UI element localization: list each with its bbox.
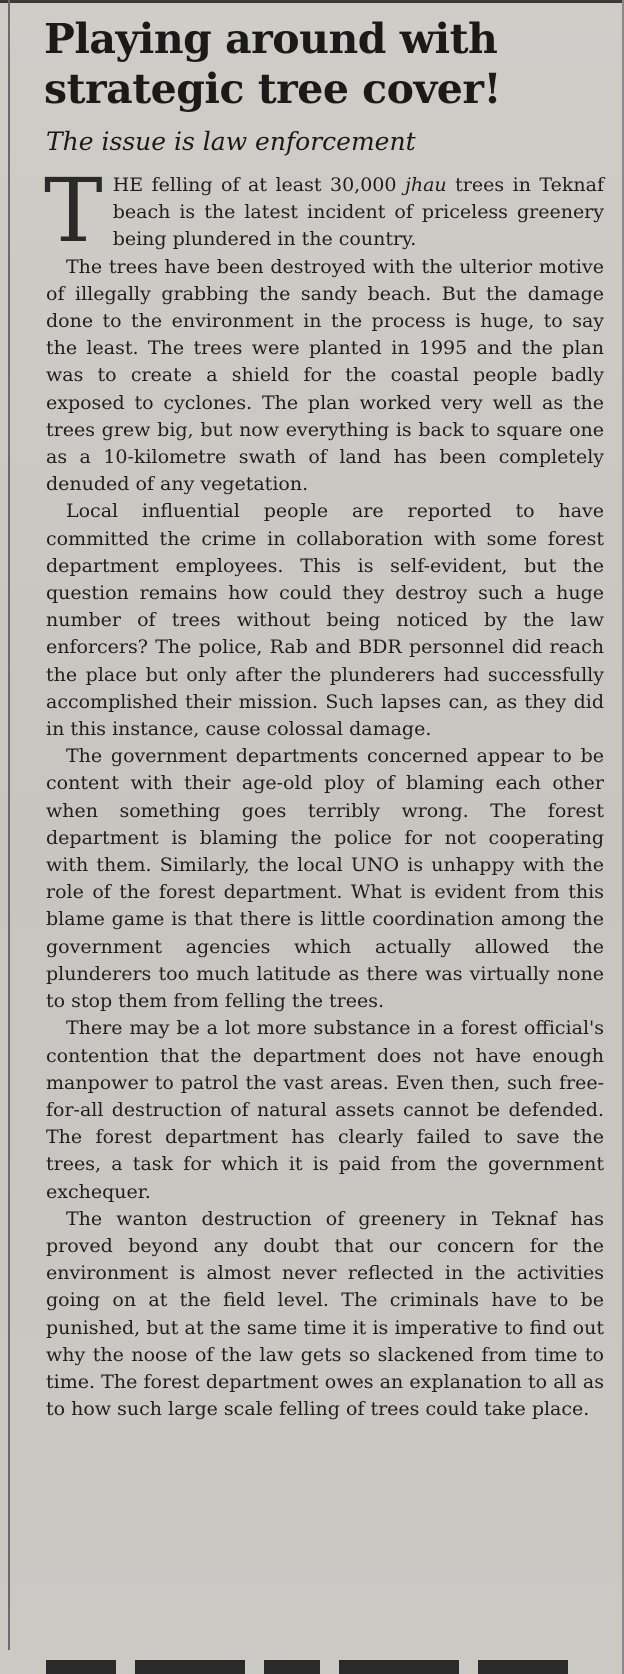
paragraph-1-emphasis: jhau bbox=[404, 174, 447, 196]
cropped-glyphs bbox=[264, 1660, 320, 1674]
headline-line-1: Playing around with bbox=[44, 15, 498, 63]
headline bbox=[44, 14, 604, 114]
headline-line-2: strategic tree cover! bbox=[44, 65, 501, 113]
paragraph-1-text-end: trees in Teknaf beach is the latest incident of priceless greenery being plundered in the country. bbox=[112, 174, 604, 251]
column-rule-left bbox=[8, 0, 10, 1650]
cropped-glyphs bbox=[478, 1660, 568, 1674]
paragraph-3: Local influential people are reported to have committed the crime in collaboration with some forest department employees. This is self-evident, but the question remains how could they destroy such a huge number of trees without being noticed by the law enforcers? The police, Rab and BDR personnel did reach the place but only after the plunderers had successfully accomplished their mission. Such lapses can, as they did in this instance, cause colossal damage. bbox=[46, 500, 604, 741]
cropped-glyphs bbox=[339, 1660, 459, 1674]
paragraph-1 bbox=[44, 159, 604, 262]
paragraph-2: The trees have been destroyed with the ulterior motive of illegally grabbing the sandy beach. But the damage done to the environment in the process is huge, to say the least. The trees were planted in 1995 and the plan was to create a shield for the coastal people badly exposed to cyclones. The plan worked very well as the trees grew big, but now everything is back to square one as a 10-kilometre swath of land has been completely denuded of any vegetation. bbox=[46, 255, 604, 496]
next-headline-fragment bbox=[46, 1660, 586, 1674]
subheadline: The issue is law enforcement bbox=[46, 127, 416, 156]
paragraph-6: The wanton destruction of greenery in Teknaf has proved beyond any doubt that our concern for the environment is almost never reflected in the activities going on at the field level. The criminals have to be punished, but at the same time it is imperative to find out why the noose of the law gets so slackened from time to time. The forest department owes an explanation to all as to how such large scale felling of trees could take place. bbox=[46, 1207, 604, 1421]
paragraph-1-text-start: HE felling of at least 30,000 bbox=[112, 174, 405, 196]
article-body bbox=[44, 159, 604, 1423]
cropped-glyphs bbox=[135, 1660, 245, 1674]
drop-cap: T bbox=[44, 159, 103, 262]
paragraph-4: The government departments concerned appear to be content with their age-old ploy of blaming each other when something goes terribly wrong. The forest department is blaming the police for not cooperating with them. Similarly, the local UNO is unhappy with the role of the forest department. What is evident from this blame game is that there is little coordination among the government agencies which actually allowed the plunderers too much latitude as there was virtually none to stop them from felling the trees. bbox=[46, 745, 604, 1013]
cropped-glyphs bbox=[46, 1660, 116, 1674]
top-rule bbox=[0, 0, 624, 3]
paragraph-5: There may be a lot more substance in a forest official's contention that the department does not have enough manpower to patrol the vast areas. Even then, such free-for-all destruction of natural assets cannot be defended. The forest department has clearly failed to save the trees, a task for which it is paid from the government exchequer. bbox=[46, 1017, 604, 1203]
